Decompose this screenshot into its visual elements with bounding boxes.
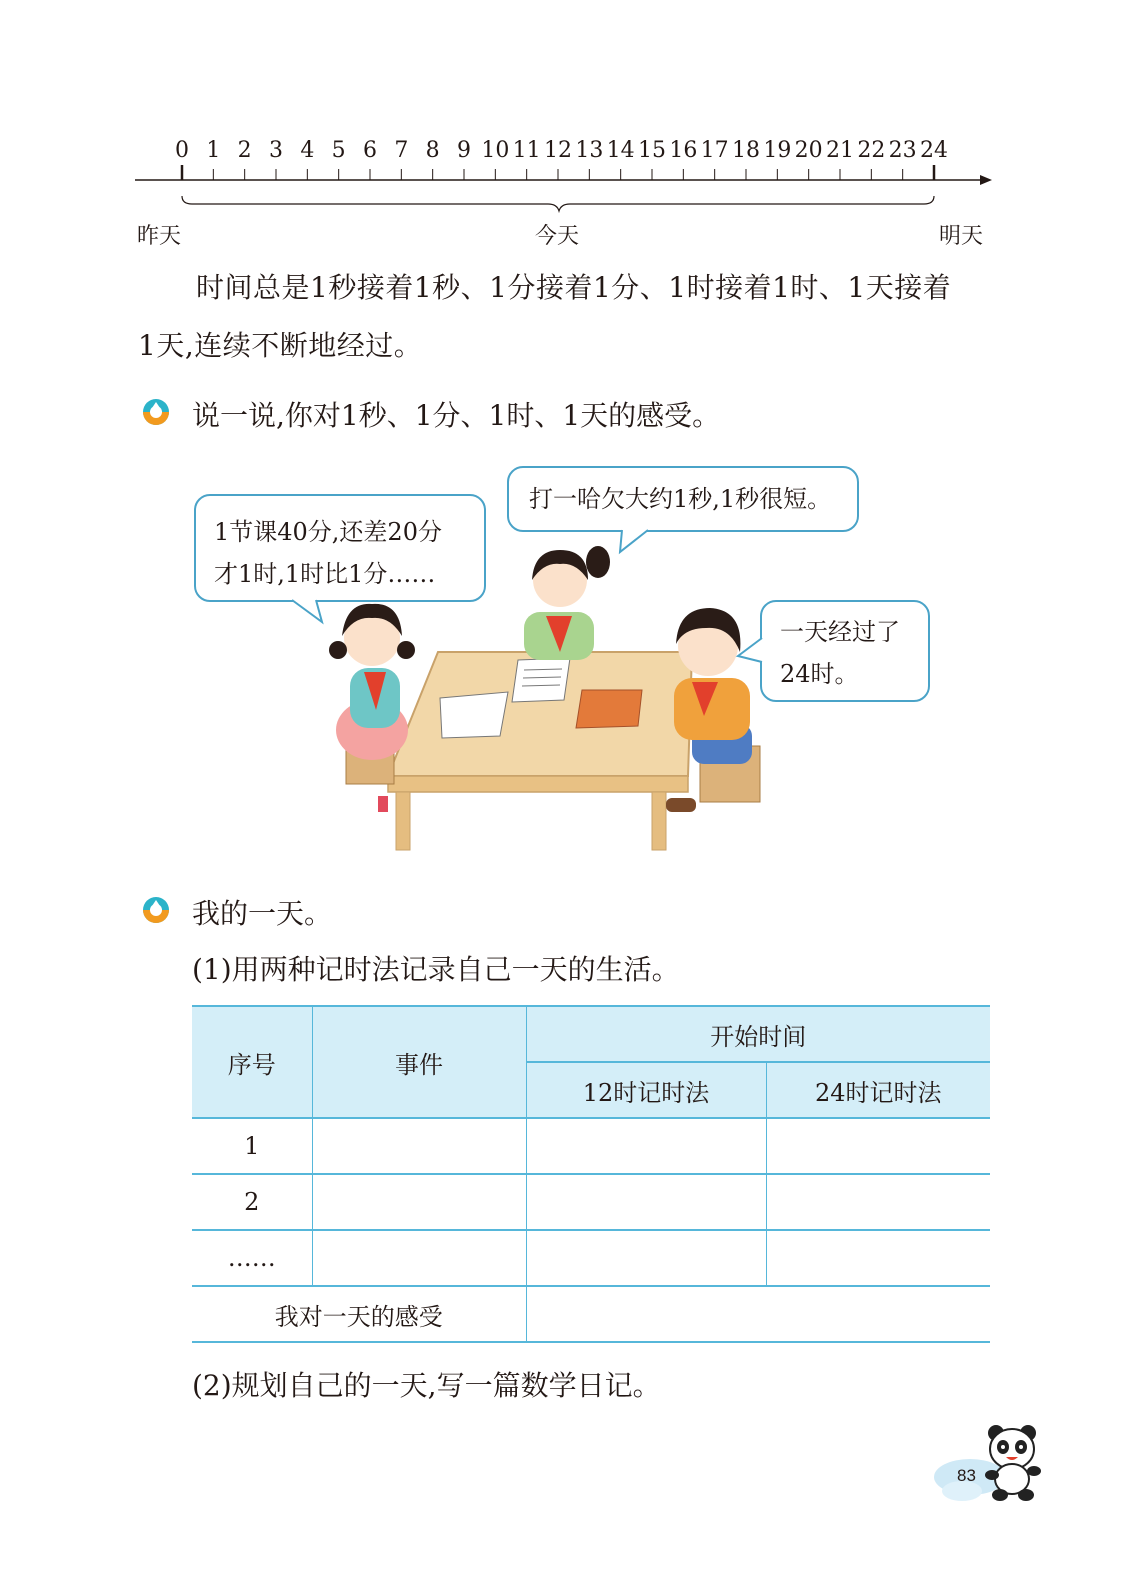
timeline-tick-label: 19 (763, 138, 792, 163)
paragraph-line-1: 时间总是1秒接着1秒、1分接着1分、1时接着1时、1天接着 (196, 271, 952, 304)
timeline-tick-label: 6 (363, 138, 377, 163)
event-cell[interactable] (312, 1118, 526, 1174)
event-cell[interactable] (312, 1174, 526, 1230)
row-index: 1 (192, 1118, 312, 1174)
timeline-tick-label: 16 (669, 138, 698, 163)
bubble-left-line-2: 才1时,1时比1分…… (214, 560, 436, 588)
table-row (192, 1286, 990, 1342)
table-row (192, 1230, 990, 1286)
timeline-tick-label: 21 (826, 138, 854, 163)
timeline-tick-label: 24 (920, 138, 948, 163)
timeline-tick-label: 20 (794, 138, 823, 163)
bubble-right-line-1: 一天经过了 (780, 618, 900, 646)
time-24h-cell[interactable] (766, 1230, 990, 1286)
timeline-tick-label: 5 (331, 138, 346, 163)
timeline-tick-label: 18 (732, 138, 760, 163)
today-label: 今天 (535, 224, 580, 249)
timeline-tick-label: 12 (544, 138, 572, 163)
header-event: 事件 (312, 1006, 526, 1118)
row-index: 2 (192, 1174, 312, 1230)
timeline-tick-label: 8 (425, 138, 440, 163)
time-24h-cell[interactable] (766, 1174, 990, 1230)
timeline-tick-label: 22 (857, 138, 886, 163)
time-24h-cell[interactable] (766, 1118, 990, 1174)
bubble-middle-tail (614, 528, 654, 556)
timeline-tick-label: 15 (638, 138, 666, 163)
yesterday-label: 昨天 (137, 224, 182, 249)
timeline-tick-label: 1 (206, 138, 221, 163)
time-12h-cell[interactable] (526, 1118, 766, 1174)
page-number: 83 (957, 1466, 976, 1485)
header-start-time: 开始时间 (526, 1006, 990, 1062)
question-1-text: 说一说,你对1秒、1分、1时、1天的感受。 (192, 399, 721, 432)
bubble-middle-text: 打一哈欠大约1秒,1秒很短。 (529, 485, 832, 513)
bubble-left-line-1: 1节课40分,还差20分 (214, 518, 442, 546)
feeling-cell[interactable] (526, 1286, 990, 1342)
question-2-part-1: (1)用两种记时法记录自己一天的生活。 (192, 953, 680, 986)
timeline-tick-label: 11 (512, 138, 541, 163)
timeline-tick-label: 0 (175, 138, 189, 163)
panda-icon (982, 1423, 1046, 1503)
speech-bubble-middle (507, 466, 859, 532)
timeline-tick-label: 13 (575, 138, 604, 163)
bubble-left-tail (290, 598, 330, 626)
time-12h-cell[interactable] (526, 1174, 766, 1230)
speech-bubble-right (760, 600, 930, 702)
feeling-label: 我对一天的感受 (192, 1286, 526, 1342)
timeline-arrow (980, 175, 992, 185)
timeline-tick-label: 3 (269, 138, 283, 163)
table-row (192, 1174, 990, 1230)
page-number-badge (932, 1455, 1052, 1519)
timeline-tick-label: 7 (394, 138, 409, 163)
row-index: …… (192, 1230, 312, 1286)
event-cell[interactable] (312, 1230, 526, 1286)
timeline-tick-label: 14 (606, 138, 635, 163)
timeline-tick-label: 9 (457, 138, 471, 163)
daily-life-table (192, 1005, 990, 1343)
question-2-text: 我的一天。 (192, 897, 333, 930)
discussion-icon (142, 398, 170, 426)
timeline-tick-label: 17 (700, 138, 729, 163)
timeline-tick-label: 23 (888, 138, 917, 163)
speech-bubble-left (194, 494, 486, 602)
header-index: 序号 (192, 1006, 312, 1118)
header-24h: 24时记时法 (766, 1062, 990, 1118)
activity-icon (142, 896, 170, 924)
header-12h: 12时记时法 (526, 1062, 766, 1118)
paragraph-line-2: 1天,连续不断地经过。 (138, 329, 423, 362)
table-row (192, 1118, 990, 1174)
question-2-part-2: (2)规划自己的一天,写一篇数学日记。 (192, 1369, 661, 1402)
time-12h-cell[interactable] (526, 1230, 766, 1286)
timeline-tick-label: 4 (300, 138, 315, 163)
bubble-right-line-2: 24时。 (780, 660, 859, 688)
bubble-right-tail (734, 632, 764, 672)
tomorrow-label: 明天 (939, 224, 984, 249)
timeline-tick-label: 10 (481, 138, 510, 163)
timeline-brace (182, 196, 934, 211)
timeline-tick-label: 2 (237, 138, 252, 163)
